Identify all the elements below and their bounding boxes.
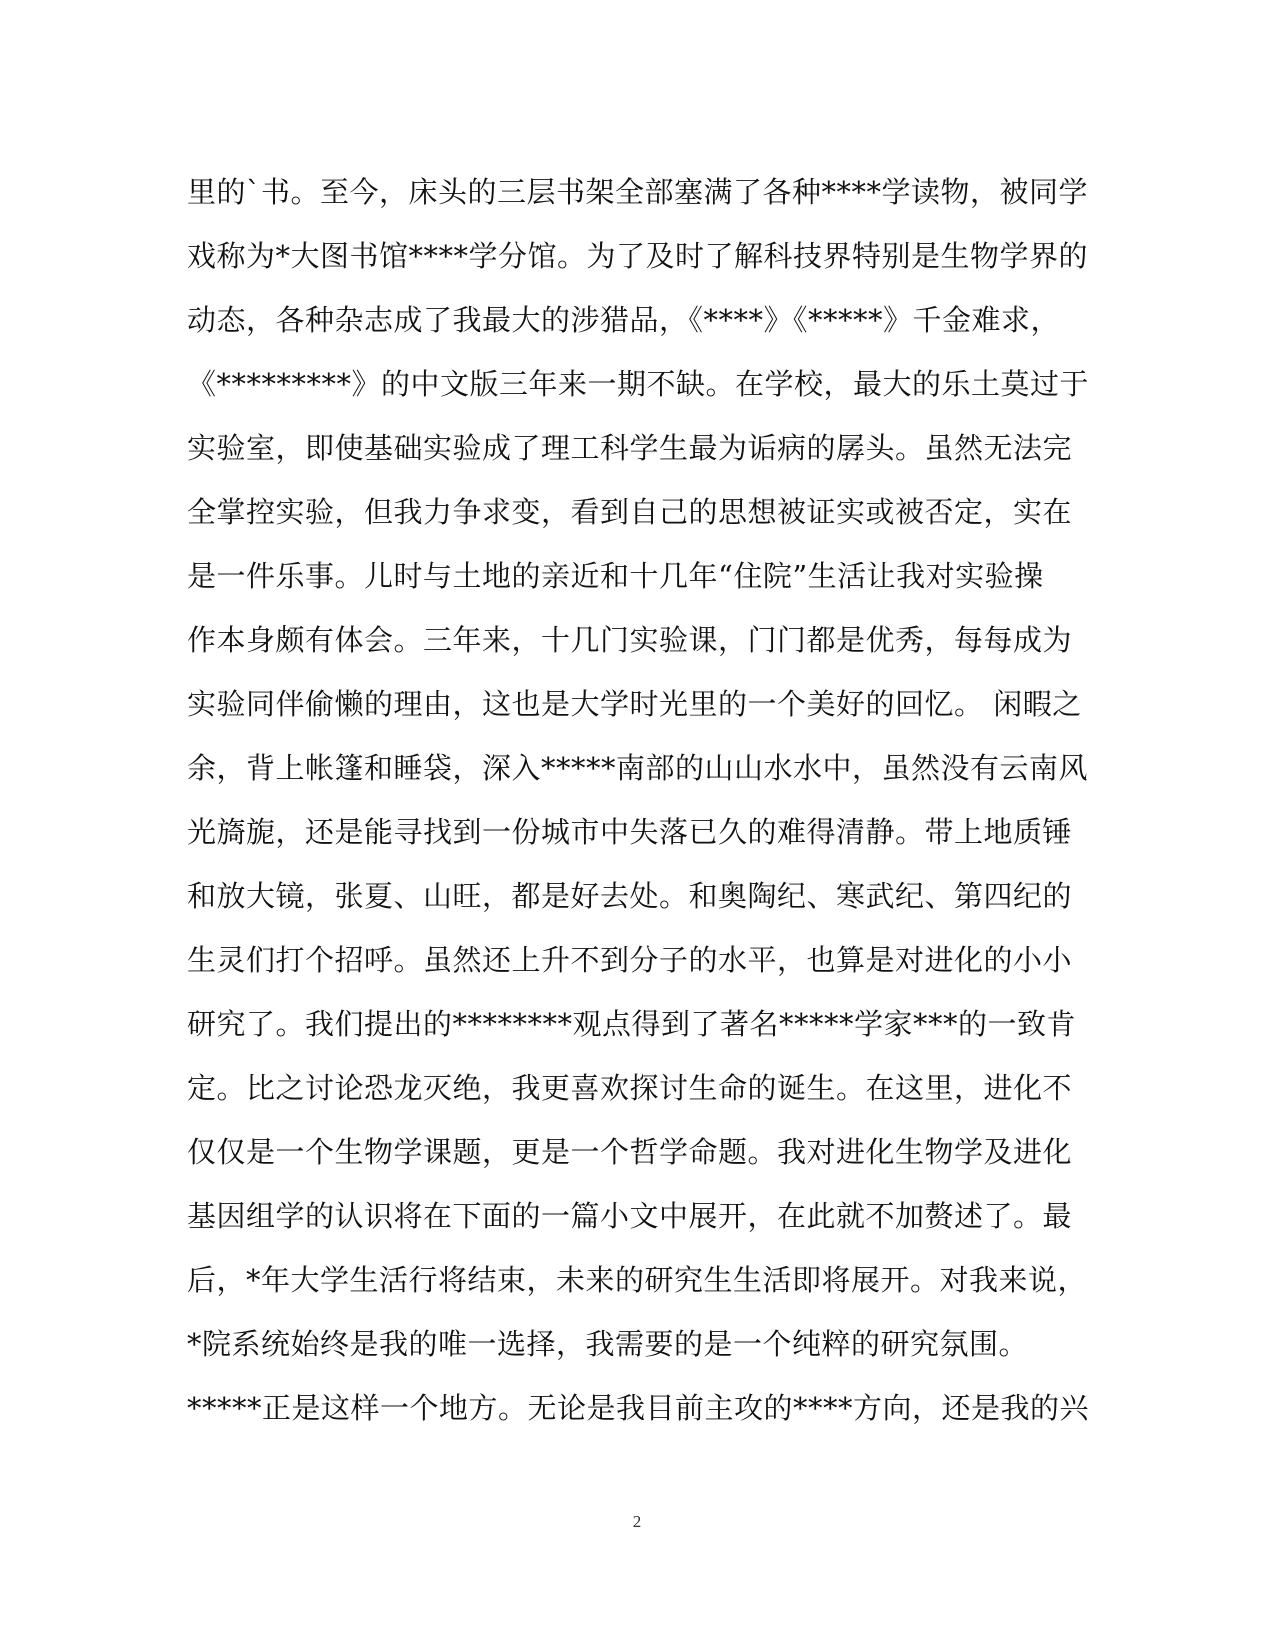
text-line: 作本身颇有体会。三年来，十几门实验课，门门都是优秀，每每成为 <box>187 623 1073 657</box>
text-line: 《*********》的中文版三年来一期不缺。在学校，最大的乐土莫过于 <box>187 367 1090 401</box>
text-line: 里的`书。至今，床头的三层书架全部塞满了各种****学读物，被同学 <box>187 175 1089 209</box>
text-line: 余，背上帐篷和睡袋，深入*****南部的山山水水中，虽然没有云南风 <box>187 751 1089 785</box>
text-line: 是一件乐事。儿时与土地的亲近和十几年“住院”生活让我对实验操 <box>187 559 1044 593</box>
text-line: 光旖旎，还是能寻找到一份城市中失落已久的难得清静。带上地质锤 <box>187 815 1073 849</box>
text-line: 和放大镜，张夏、山旺，都是好去处。和奥陶纪、寒武纪、第四纪的 <box>187 879 1073 913</box>
text-line: 定。比之讨论恐龙灭绝，我更喜欢探讨生命的诞生。在这里，进化不 <box>187 1071 1073 1105</box>
text-line: *院系统始终是我的唯一选择，我需要的是一个纯粹的研究氛围。 <box>187 1327 1029 1361</box>
text-line: 实验室，即使基础实验成了理工科学生最为诟病的孱头。虽然无法完 <box>187 431 1073 465</box>
text-line: *****正是这样一个地方。无论是我目前主攻的****方向，还是我的兴 <box>187 1391 1090 1425</box>
text-line: 研究了。我们提出的********观点得到了著名*****学家***的一致肯 <box>187 1007 1077 1041</box>
body-text <box>187 160 1090 1440</box>
text-line: 后，*年大学生活行将结束，未来的研究生生活即将展开。对我来说， <box>187 1263 1088 1297</box>
text-line: 生灵们打个招呼。虽然还上升不到分子的水平，也算是对进化的小小 <box>187 943 1073 977</box>
text-line: 基因组学的认识将在下面的一篇小文中展开，在此就不加赘述了。最 <box>187 1199 1073 1233</box>
page-number: 2 <box>632 1512 642 1531</box>
text-line: 戏称为*大图书馆****学分馆。为了及时了解科技界特别是生物学界的 <box>187 239 1089 273</box>
text-line: 实验同伴偷懒的理由，这也是大学时光里的一个美好的回忆。 闲暇之 <box>187 687 1082 721</box>
text-line: 仅仅是一个生物学课题，更是一个哲学命题。我对进化生物学及进化 <box>187 1135 1073 1169</box>
text-line: 全掌控实验，但我力争求变，看到自己的思想被证实或被否定，实在 <box>187 495 1073 529</box>
text-line: 动态，各种杂志成了我最大的涉猎品，《****》《*****》千金难求， <box>187 303 1061 337</box>
